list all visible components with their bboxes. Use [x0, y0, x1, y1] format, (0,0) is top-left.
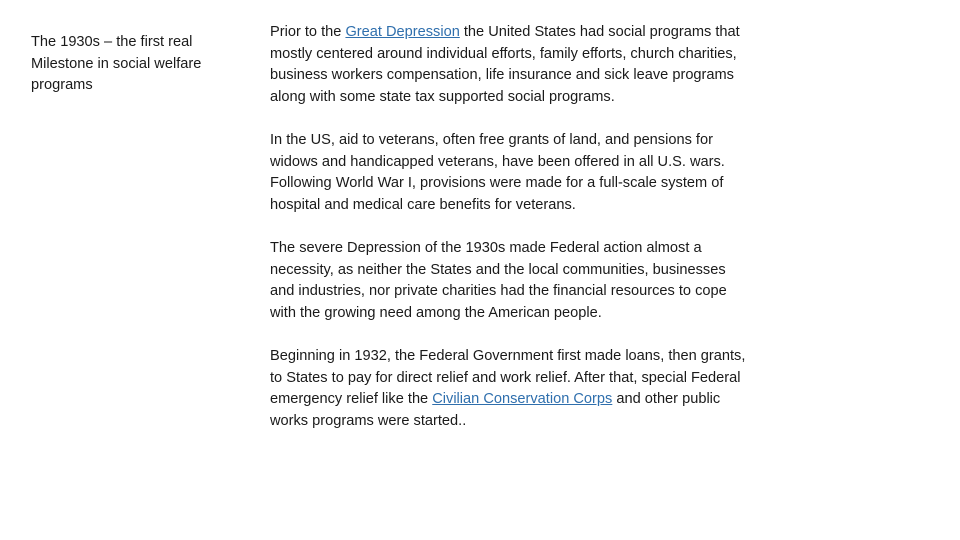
paragraph-federal-relief [270, 346, 750, 432]
slide-body [270, 22, 750, 432]
paragraph-pre-depression [270, 22, 750, 108]
civilian-conservation-corps-link[interactable]: Civilian Conservation Corps [432, 391, 613, 408]
slide-title: The 1930s – the first real Milestone in social welfare programs [31, 34, 202, 93]
paragraph-text: the United States had social programs that mostly centered around individual efforts, family efforts, church charities, business workers compensation, life insurance and sick leave programs along with some state tax supported social programs. [270, 24, 740, 105]
paragraph-text: Prior to the [270, 24, 346, 40]
paragraph-veterans-aid: In the US, aid to veterans, often free grants of land, and pensions for widows and handicapped veterans, have been offered in all U.S. wars. Following World War I, provisions were made for a full-scale system of hospital and medical care benefits for veterans. [270, 131, 725, 213]
great-depression-link[interactable]: Great Depression [345, 24, 460, 40]
paragraph-text: Beginning in 1932, the Federal Government first made loans, then grants, to States to pay for direct relief and work relief. After that, special Federal emergency relief like the [270, 347, 746, 408]
paragraph-text: and other public works programs were started.. [270, 391, 721, 429]
paragraph-severe-depression: The severe Depression of the 1930s made Federal action almost a necessity, as neither the States and the local communities, businesses and industries, nor private charities had the financial resources to cope with the growing need among the American people. [270, 239, 727, 321]
